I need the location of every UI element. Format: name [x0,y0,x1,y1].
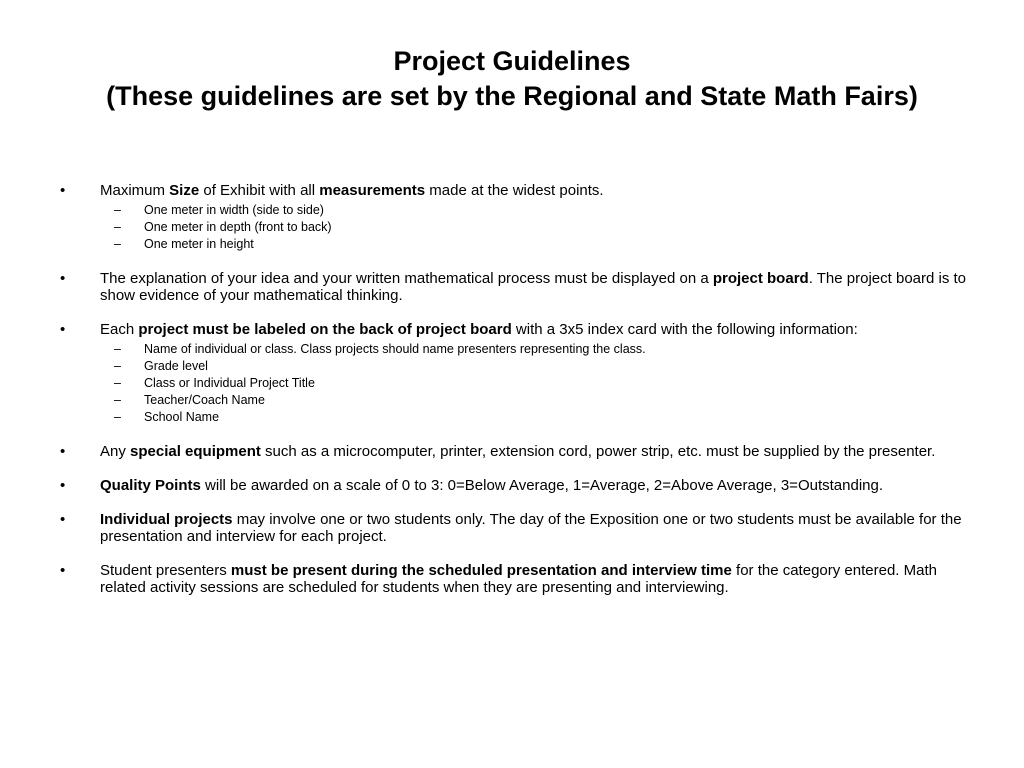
bullet-item [60,270,980,304]
sub-item-text: Name of individual or class. Class projects should name presenters representing the class. [144,342,646,356]
dash-marker: – [114,359,121,373]
text-run: for the category entered. Math related activity sessions are scheduled for students when they are presenting and interviewing. [100,562,937,596]
text-run: such as a microcomputer, printer, extension cord, power strip, etc. must be supplied by the presenter. [260,443,936,460]
bold-text: project must be labeled on the back of project board [138,321,512,338]
bullet-marker: • [60,562,66,579]
bold-text: Individual projects [100,511,233,528]
text-run: made at the widest points. [425,182,604,199]
sub-item [100,375,980,392]
text-run: Each [100,321,139,338]
dash-marker: – [114,237,121,251]
bold-text: Size [169,182,200,199]
sub-item-text: One meter in width (side to side) [144,203,324,217]
text-run: may involve one or two students only. The day of the Exposition one or two students must be available for the presentation and interview for each project. [100,511,962,545]
text-run: The explanation of your idea and your written mathematical process must be displayed on a [100,270,713,287]
dash-marker: – [114,342,121,356]
sub-list [100,341,980,426]
bullet-text [100,477,980,494]
sub-item-text: One meter in depth (front to back) [144,220,332,234]
bullet-text [100,270,980,304]
sub-list [100,202,980,253]
dash-marker: – [114,376,121,390]
title-line-2: (These guidelines are set by the Regional and State Math Fairs) [106,81,918,111]
sub-item [100,341,980,358]
bold-text: Quality Points [100,477,201,494]
bullet-item [60,477,980,494]
sub-item-text: School Name [144,410,220,424]
text-run: Student presenters [100,562,231,579]
text-run: will be awarded on a scale of 0 to 3: 0=Below Average, 1=Average, 2=Above Average, 3=Outstanding. [200,477,884,494]
bold-text: special equipment [130,443,261,460]
bold-text: must be present during the scheduled presentation and interview time [230,562,732,579]
bullet-text [100,511,980,545]
bullet-marker: • [60,443,66,460]
sub-item [100,358,980,375]
sub-item [100,219,980,236]
sub-item [100,392,980,409]
bullet-item [60,182,980,253]
bullet-marker: • [60,321,66,338]
text-run: with a 3x5 index card with the following information: [511,321,858,338]
bullet-item [60,562,980,596]
bold-text: measurements [319,182,426,199]
guidelines-list [60,182,980,613]
dash-marker: – [114,220,121,234]
text-run: Maximum [100,182,170,199]
bullet-marker: • [60,511,66,528]
sub-item-text: Class or Individual Project Title [144,376,315,390]
bullet-text [100,321,980,338]
text-run: of Exhibit with all [199,182,320,199]
dash-marker: – [114,393,121,407]
text-run: . The project board is to show evidence of your mathematical thinking. [100,270,967,304]
sub-item [100,236,980,253]
title-line-1: Project Guidelines [393,46,631,76]
bullet-text [100,562,980,596]
page-title [0,44,1024,114]
text-run: Any [100,443,131,460]
bullet-marker: • [60,182,66,199]
sub-item-text: One meter in height [144,237,254,251]
bullet-marker: • [60,270,66,287]
bullet-item [60,443,980,460]
bullet-text [100,182,980,199]
bold-text: project board [712,270,809,287]
dash-marker: – [114,410,121,424]
sub-item [100,202,980,219]
sub-item [100,409,980,426]
bullet-item [60,511,980,545]
sub-item-text: Teacher/Coach Name [144,393,265,407]
bullet-marker: • [60,477,66,494]
sub-item-text: Grade level [144,359,208,373]
dash-marker: – [114,203,121,217]
bullet-text [100,443,980,460]
bullet-item [60,321,980,426]
